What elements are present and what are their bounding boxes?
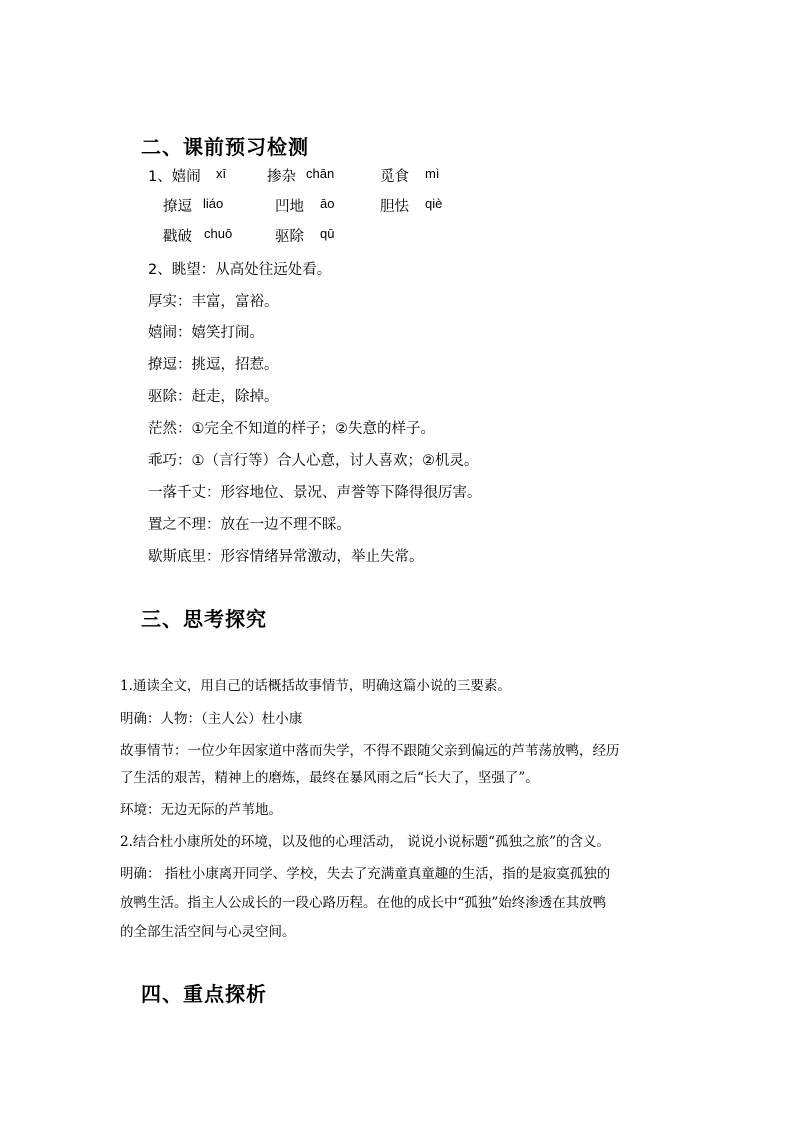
vocab-pinyin: chuō (204, 226, 233, 241)
body-line: 了生活的艰苦，精神上的磨炼，最终在暴风雨之后“长大了，坚强了”。 (120, 770, 539, 786)
definition-line: 歇斯底里：形容情绪异常激动，举止失常。 (148, 549, 424, 565)
body-line: 故事情节：一位少年因家道中落而失学，不得不跟随父亲到偏远的芦苇荡放鸭，经历 (120, 743, 620, 759)
definition-line: 撩逗：挑逗，招惹。 (148, 357, 279, 373)
vocab-word: 戳破 (163, 229, 192, 245)
body-line: 2.结合杜小康所处的环境，以及他的心理活动， 说说小说标题“孤独之旅”的含义。 (120, 834, 610, 850)
vocab-word: 撩逗 (163, 199, 192, 215)
vocab-pinyin: qiè (425, 196, 443, 211)
vocab-pinyin: āo (320, 196, 335, 211)
definition-line: 茫然：①完全不知道的样子；②失意的样子。 (148, 421, 435, 437)
vocab-word: 驱除 (275, 229, 304, 245)
definition-line: 驱除：赶走，除掉。 (148, 389, 279, 405)
vocab-word: 凹地 (275, 199, 304, 215)
body-line: 1.通读全文，用自己的话概括故事情节，明确这篇小说的三要素。 (120, 678, 511, 694)
definition-line: 置之不理：放在一边不理不睬。 (148, 517, 351, 533)
vocab-word: 胆怯 (380, 199, 409, 215)
vocab-pinyin: mì (425, 166, 440, 181)
vocab-pinyin: liáo (203, 196, 224, 211)
definition-line: 乖巧：①（言行等）合人心意，讨人喜欢；②机灵。 (148, 453, 479, 469)
definition-line: 2、眺望：从高处往远处看。 (148, 262, 332, 278)
section3-heading: 三、思考探究 (141, 607, 267, 631)
vocab-pinyin: qū (320, 226, 335, 241)
definition-line: 厚实：丰富，富裕。 (148, 294, 279, 310)
section4-heading: 四、重点探析 (141, 982, 267, 1006)
vocab-word: 掺杂 (267, 169, 296, 185)
vocab-pinyin: xī (216, 166, 227, 181)
body-line: 明确： 指杜小康离开同学、学校，失去了充满童真童趣的生活，指的是寂寞孤独的 (120, 866, 611, 882)
section2-heading: 二、课前预习检测 (141, 135, 309, 159)
vocab-pinyin: chān (306, 166, 335, 181)
definition-line: 一落千丈：形容地位、景况、声誉等下降得很厉害。 (148, 485, 482, 501)
vocab-word: 1、嬉闹 (148, 169, 201, 185)
body-line: 放鸭生活。指主人公成长的一段心路历程。在他的成长中“孤独”始终渗透在其放鸭 (120, 895, 607, 911)
body-line: 环境：无边无际的芦苇地。 (120, 802, 282, 818)
vocab-word: 觅食 (380, 169, 409, 185)
definition-line: 嬉闹：嬉笑打闹。 (148, 325, 264, 341)
body-line: 的全部生活空间与心灵空间。 (120, 924, 296, 940)
body-line: 明确：人物：（主人公）杜小康 (120, 711, 303, 727)
